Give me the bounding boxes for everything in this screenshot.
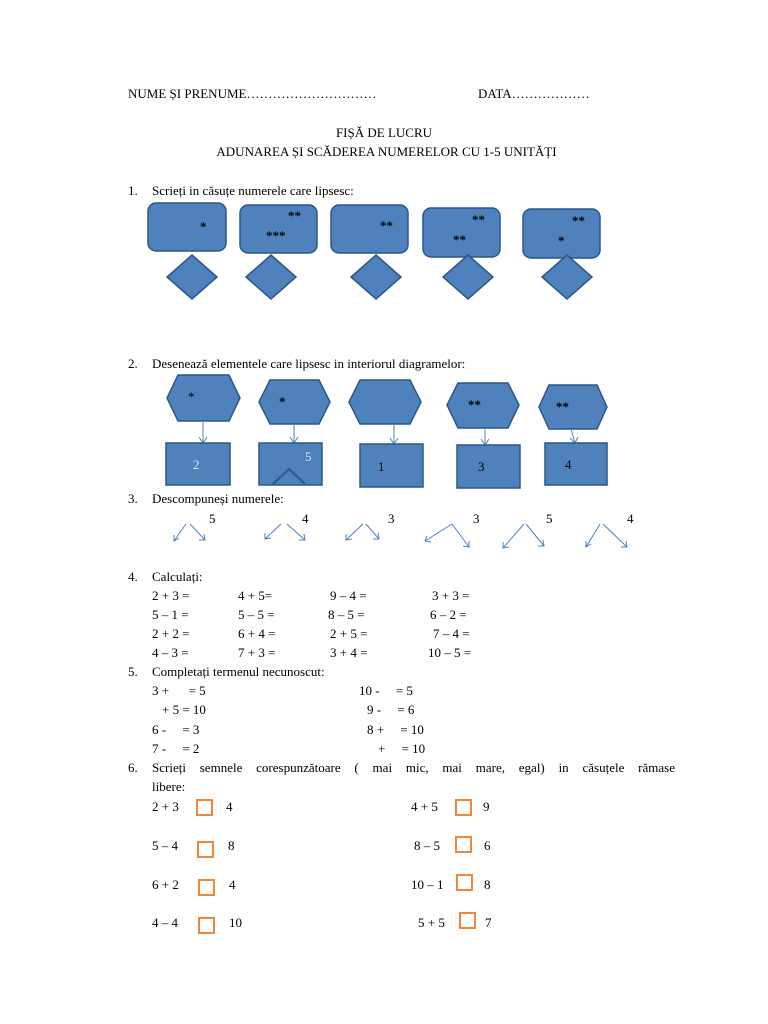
ex1-box-1-stars: * [200,219,207,234]
name-label: NUME ȘI PRENUME [128,86,247,101]
ex2-box-3 [360,444,423,487]
ex2-box-3-number: 1 [378,459,385,474]
ex4-calc[interactable]: 2 + 2 = [152,626,190,641]
ex5-instruction: Completați termenul necunoscut: [152,664,325,679]
ex2-box-4 [457,445,520,488]
ex1-box-2-stars-top: ** [288,208,301,223]
ex4-calc[interactable]: 5 – 5 = [238,607,275,622]
ex3-number-6: 4 [627,511,634,526]
ex3-number-2: 4 [302,511,309,526]
ex4-calc[interactable]: 3 + 4 = [330,645,368,660]
ex4-calc[interactable]: 4 + 5= [238,588,273,603]
ex5-left-equation[interactable]: 3 + = 5 [152,683,206,698]
ex1-diamond-1[interactable] [167,255,217,299]
ex3-number-1: 5 [209,511,216,526]
ex2-box-4-number: 3 [478,459,485,474]
ex2-hexagon-1 [167,375,240,421]
ex4-calc[interactable]: 7 – 4 = [433,626,470,641]
ex1-box-5-stars-bottom: * [558,233,565,248]
ex4-calc[interactable]: 2 + 3 = [152,588,190,603]
ex2-hexagon-2-stars: * [279,394,286,409]
ex2-box-2 [259,443,322,485]
ex6-left-answer-box[interactable] [196,799,213,816]
ex3-arrows [174,524,627,548]
ex5-left-equation[interactable]: 6 - = 3 [152,722,200,737]
ex2-hexagon-1-stars: * [188,389,195,404]
ex4-calc[interactable]: 7 + 3 = [238,645,276,660]
ex6-left-expression: 4 – 4 [152,915,178,930]
ex1-number: 1. [128,183,138,198]
ex6-left-expression: 2 + 3 [152,799,179,814]
ex4-calc[interactable]: 10 – 5 = [428,645,472,660]
ex5-right-equation[interactable]: 10 - = 5 [359,683,413,698]
ex2-hexagon-5-stars: ** [556,399,569,414]
ex3-number-4: 3 [473,511,480,526]
ex1-diamond-3[interactable] [351,255,401,299]
ex6-right-expression: 4 + 5 [411,799,438,814]
ex6-right-value: 8 [484,877,491,892]
ex5-left-equation[interactable]: 7 - = 2 [152,741,200,756]
ex5-right-equation[interactable]: 9 - = 6 [367,702,415,717]
ex2-hexagon-2 [259,380,330,424]
ex1-diamond-2[interactable] [246,255,296,299]
ex2-box-5 [545,443,607,485]
ex6-right-expression: 10 – 1 [411,877,444,892]
ex1-box-3 [331,205,408,253]
ex6-right-answer-box[interactable] [459,912,476,929]
ex5-number: 5. [128,664,138,679]
ex2-hexagon-5 [539,385,607,429]
ex6-instruction-line-2: libere: [152,779,186,794]
ex1-diamond-5[interactable] [542,255,592,299]
ex6-left-value: 10 [229,915,242,930]
ex1-box-2-stars-bottom: *** [266,228,286,243]
ex2-box-2-number: 5 [305,449,312,464]
ex3-number-3: 3 [388,511,395,526]
title-line-1: FIȘĂ DE LUCRU [335,125,433,140]
ex1-diamond-4[interactable] [443,255,493,299]
ex6-instruction-line-1: Scrieți semnele corespunzătoare ( mai mic, mai mare, egal) in căsuțele rămase [152,760,675,775]
ex6-left-value: 4 [229,877,236,892]
ex3-number-5: 5 [546,511,553,526]
ex6-right-answer-box[interactable] [455,836,472,853]
ex4-calc[interactable]: 9 – 4 = [330,588,367,603]
ex4-calc[interactable]: 3 + 3 = [432,588,470,603]
ex1-instruction: Scrieți in căsuțe numerele care lipsesc: [152,183,354,198]
ex1-box-1 [148,203,226,251]
ex4-calc[interactable]: 8 – 5 = [328,607,365,622]
ex1-box-5-stars-top: ** [572,213,585,228]
ex2-instruction: Desenează elementele care lipsesc in interiorul diagramelor: [152,356,466,371]
ex1-box-4-stars-bottom: ** [453,232,466,247]
ex3-number: 3. [128,491,138,506]
title-line-2: ADUNAREA ȘI SCĂDEREA NUMERELOR CU 1-5 UNITĂȚI [216,144,557,159]
ex6-left-value: 4 [226,799,233,814]
ex6-left-expression: 5 – 4 [152,838,178,853]
ex6-left-expression: 6 + 2 [152,877,179,892]
ex6-right-value: 6 [484,838,491,853]
date-label: DATA [478,86,512,101]
ex6-right-answer-box[interactable] [455,799,472,816]
ex5-right-equation[interactable]: + = 10 [378,741,426,756]
ex6-right-expression: 8 – 5 [414,838,440,853]
ex4-calc[interactable]: 6 – 2 = [430,607,467,622]
date-blank[interactable]: ……………… [511,86,590,101]
ex1-box-3-stars: ** [380,218,393,233]
ex4-number: 4. [128,569,138,584]
ex4-instruction: Calculați: [152,569,203,584]
ex6-right-value: 7 [485,915,492,930]
ex6-right-expression: 5 + 5 [418,915,445,930]
name-blank[interactable]: ………………………… [246,86,377,101]
ex5-left-equation[interactable]: + 5 = 10 [162,702,206,717]
ex2-hexagon-3[interactable] [349,380,421,424]
ex6-right-value: 9 [483,799,490,814]
ex5-right-equation[interactable]: 8 + = 10 [367,722,424,737]
ex6-left-answer-box[interactable] [197,841,214,858]
ex6-right-answer-box[interactable] [456,874,473,891]
ex6-left-value: 8 [228,838,235,853]
ex2-hexagon-4 [447,383,519,428]
ex4-calc[interactable]: 2 + 5 = [330,626,368,641]
ex4-calc[interactable]: 4 – 3 = [152,645,189,660]
ex3-instruction: Descompuneși numerele: [152,491,284,506]
ex2-box-1-number: 2 [193,457,200,472]
ex2-number: 2. [128,356,138,371]
ex1-box-4-stars-top: ** [472,212,485,227]
ex4-calc[interactable]: 6 + 4 = [238,626,276,641]
ex2-box-5-number: 4 [565,457,572,472]
ex6-left-answer-box[interactable] [198,917,215,934]
ex6-left-answer-box[interactable] [198,879,215,896]
ex4-calc[interactable]: 5 – 1 = [152,607,189,622]
ex2-hexagon-4-stars: ** [468,397,481,412]
ex6-number: 6. [128,760,138,775]
